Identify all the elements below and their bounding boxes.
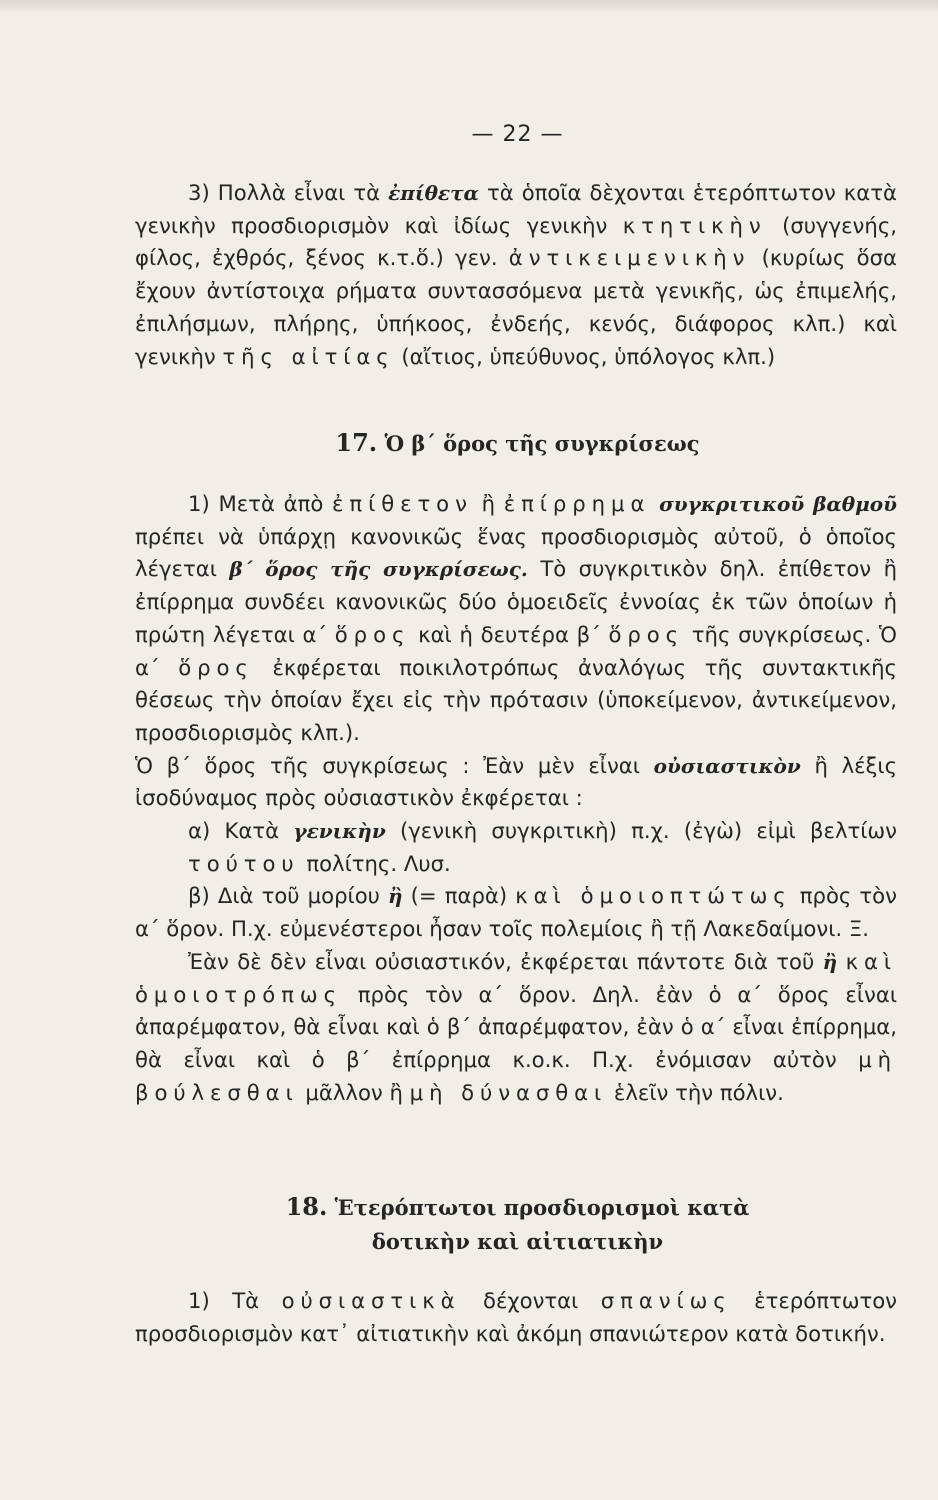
paragraph-second-term: Ὁ β΄ ὅρος τῆς συγκρίσεως : Ἐὰν μὲν εἶναι οὐσιαστικὸν ἢ λέξις ἰσοδύναμος πρὸς οὐσιαστικὸν ἐκφέρεται : (135, 752, 897, 811)
section-18-body (135, 1285, 897, 1350)
paragraph-particle-e: β) Διὰ τοῦ μορίου ἢ (= παρὰ) καὶ ὁμοιοπτώτως πρὸς τὸν α΄ ὅρον. Π.χ. εὐμενέστεροι ἦσαν τοῖς πολεμίοις ἢ τῇ Λακεδαίμονι. Ξ. (135, 883, 897, 942)
section-heading-17: 17. Ὁ β΄ ὅρος τῆς συγκρίσεως (335, 428, 700, 457)
section-17-body (135, 488, 897, 1109)
paragraph-epitheta-genitive: 3) Πολλὰ εἶναι τὰ ἐπίθετα τὰ ὁποῖα δὲχονται ἑτερόπτωτον κατὰ γενικὴν προσδιορισμὸν καὶ ἰδίως γενικὴν κτητικὴν (συγγενής, φίλος, ἐχθρός, ξένος κ.τ.ὅ.) γεν. ἀντικειμενικὴν (κυρίως ὅσα ἔχουν ἀντίστοιχα ρήματα συντασσόμενα μετὰ γενικῆς, ὡς ἐπιμελής, ἐπιλήσμων, πλήρης, ὑπήκοος, ἐνδεής, κενός, διάφορος κλπ.) καὶ γενικὴν τῆς αἰτίας (αἴτιος, ὑπεύθυνος, ὑπόλογος κλπ.) (135, 180, 898, 369)
paragraph-substantives: 1) Τὰ οὐσιαστικὰ δέχονται σπανίως ἑτερόπτωτον προσδιορισμὸν κατ᾽ αἰτιατικὴν καὶ ἀκόμη σπανιώτερον κατὰ δοτικήν. (135, 1288, 898, 1346)
paragraph-comparison-rule: 1) Μετὰ ἀπὸ ἐπίθετον ἢ ἐπίρρημα συγκριτικοῦ βαθμοῦ πρέπει νὰ ὑπάρχῃ κανονικῶς ἕνας προσδιορισμὸς αὐτοῦ, ὁ ὁποῖος λέγεται β΄ ὅρος τῆς συγκρίσεως. Τὸ συγκριτικὸν δηλ. ἐπίθετον ἢ ἐπίρρημα συνδέει κανονικῶς δύο ὁμοειδεῖς ἐννοίας ἐκ τῶν ὁποίων ἡ πρώτη λέγεται α΄ ὅρος καὶ ἡ δευτέρα β΄ ὅρος τῆς συγκρίσεως. Ὁ α΄ ὅρος ἐκφέρεται ποικιλοτρόπως ἀναλόγως τῆς συντακτικῆς θέσεως τὴν ὁποίαν ἔχει εἰς τὴν πρότασιν (ὑποκείμενον, ἀντικείμενον, προσδιορισμὸς κλπ.). (135, 491, 898, 745)
paragraph-non-substantive: Ἐὰν δὲ δὲν εἶναι οὐσιαστικόν, ἐκφέρεται πάντοτε διὰ τοῦ ἢ καὶ ὁμοιοτρόπως πρὸς τὸν α΄ ὅρον. Δηλ. ἐὰν ὁ α΄ ὅρος εἶναι ἀπαρέμφατον, θὰ εἶναι καὶ ὁ β΄ ἀπαρέμφατον, ἐὰν ὁ α΄ εἶναι ἐπίρρημα, θὰ εἶναι καὶ ὁ β΄ ἐπίρρημα κ.ο.κ. Π.χ. ἐνόμισαν αὐτὸν μὴ βούλεσθαι μᾶλλον ἢ μὴ δύνασθαι ἑλεῖν τὴν πόλιν. (135, 948, 897, 1105)
page-number: — 22 — (471, 122, 564, 147)
page-top-edge (0, 0, 938, 14)
section-heading-18: 18. Ἑτερόπτωτοι προσδιορισμοὶ κατὰ δοτικὴν καὶ αἰτιατικὴν (285, 1192, 750, 1254)
paragraph-genitive-comparison: α) Κατὰ γενικὴν (γενικὴ συγκριτικὴ) π.χ. (ἐγὼ) εἰμὶ βελτίων τούτου πολίτης. Λυσ. (188, 818, 897, 876)
